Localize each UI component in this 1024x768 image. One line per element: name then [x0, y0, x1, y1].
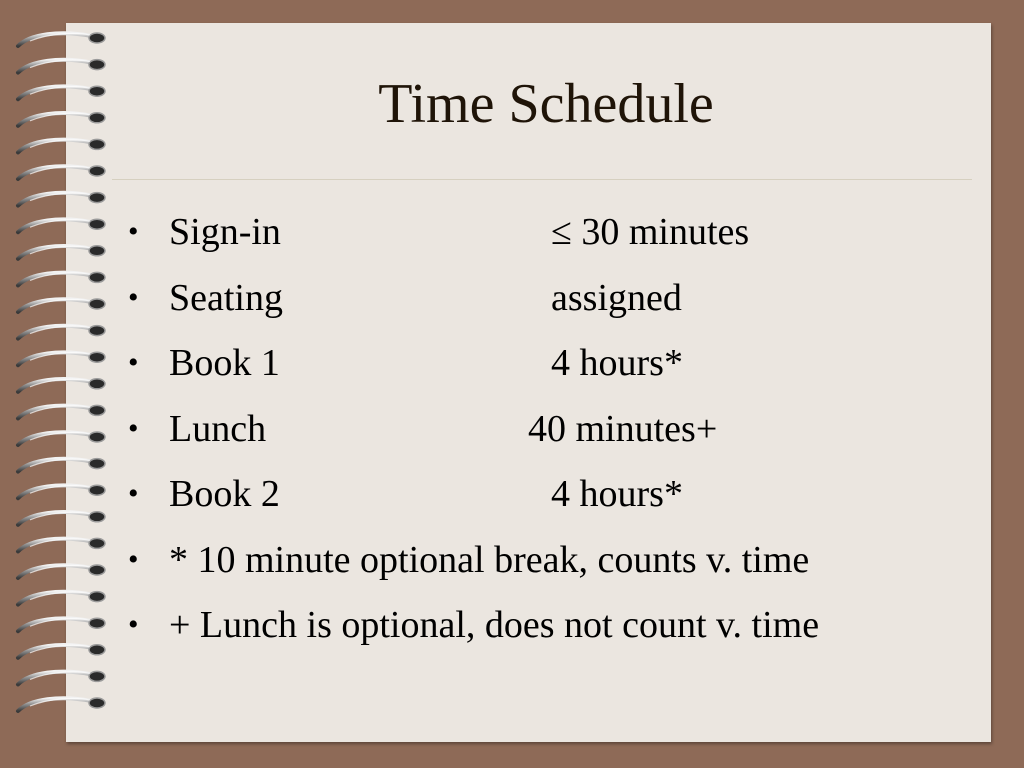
binding-hole-icon — [89, 618, 105, 628]
binding-hole-icon — [89, 512, 105, 522]
binding-hole-icon — [89, 432, 105, 442]
slide-title: Time Schedule — [378, 73, 714, 135]
bullet-icon: • — [128, 280, 139, 314]
binding-hole-icon — [89, 405, 105, 415]
binding-hole-icon — [89, 671, 105, 681]
item-value: 4 hours* — [551, 473, 683, 515]
item-label: Book 1 — [169, 342, 280, 384]
binding-hole-icon — [89, 645, 105, 655]
footnote-lunch: + Lunch is optional, does not count v. time — [169, 604, 820, 646]
list-item — [128, 400, 988, 466]
binding-hole-icon — [89, 538, 105, 548]
bullet-icon: • — [128, 411, 139, 445]
binding-hole-icon — [89, 459, 105, 469]
item-value: assigned — [551, 276, 682, 319]
list-item — [128, 334, 988, 400]
binding-hole-icon — [89, 565, 105, 575]
binding-hole-icon — [89, 139, 105, 149]
binding-hole-icon — [89, 379, 105, 389]
binding-hole-icon — [89, 193, 105, 203]
binding-hole-icon — [89, 60, 105, 70]
binding-hole-icon — [89, 272, 105, 282]
item-label: Book 2 — [169, 473, 280, 515]
binding-hole-icon — [89, 485, 105, 495]
binding-hole-icon — [89, 166, 105, 176]
list-item — [128, 203, 988, 269]
binding-hole-icon — [89, 352, 105, 362]
binding-hole-icon — [89, 326, 105, 336]
item-value: 4 hours* — [551, 342, 683, 384]
bullet-icon: • — [128, 477, 139, 510]
item-label: Sign-in — [169, 211, 281, 253]
binding-hole-icon — [89, 246, 105, 256]
item-label: Seating — [169, 276, 283, 319]
item-value: 40 minutes+ — [528, 407, 718, 450]
schedule-list — [128, 203, 988, 662]
item-label: Lunch — [169, 407, 267, 450]
list-item — [128, 531, 988, 597]
binding-hole-icon — [89, 33, 105, 43]
bullet-icon: • — [128, 608, 139, 641]
bullet-icon: • — [128, 346, 139, 379]
list-item — [128, 465, 988, 531]
item-value: ≤ 30 minutes — [551, 211, 750, 253]
binding-hole-icon — [89, 299, 105, 309]
list-item — [128, 596, 988, 662]
bullet-icon: • — [128, 542, 139, 576]
list-item — [128, 269, 988, 335]
binding-hole-icon — [89, 592, 105, 602]
binding-hole-icon — [89, 219, 105, 229]
bullet-icon: • — [128, 215, 139, 248]
binding-hole-icon — [89, 698, 105, 708]
title-divider — [112, 179, 972, 180]
footnote-break: * 10 minute optional break, counts v. time — [169, 538, 810, 581]
